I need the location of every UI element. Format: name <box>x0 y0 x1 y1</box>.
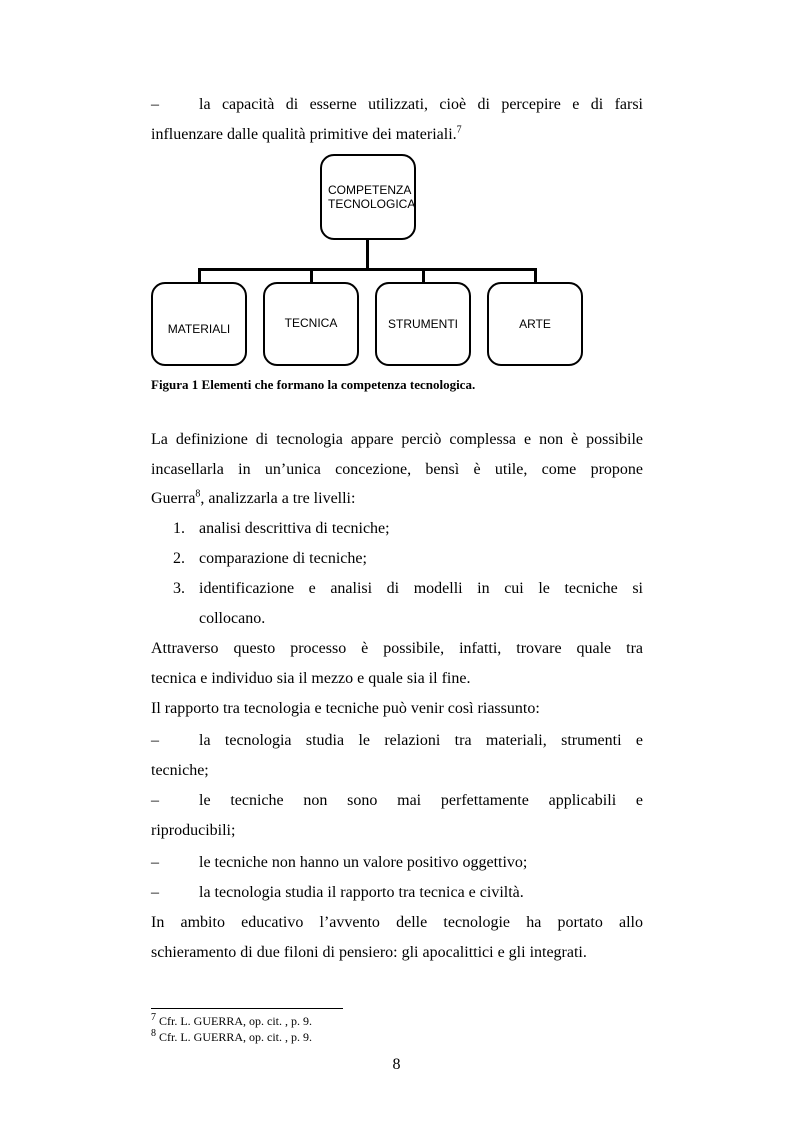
node-strumenti-label: STRUMENTI <box>388 317 458 331</box>
para2-line-1: Attraverso questo processo è possibile, infatti, trovare quale tra <box>151 640 643 657</box>
connector-horizontal <box>198 268 537 271</box>
footnote-number: 8 <box>151 1028 156 1039</box>
list-item-number: 1. <box>173 520 185 537</box>
node-arte-label: ARTE <box>519 317 551 331</box>
list-item-dash: – <box>151 792 159 809</box>
connector-root <box>366 238 369 270</box>
footnote-ref-7: 7 <box>456 124 462 136</box>
node-tecnica <box>263 282 359 366</box>
list-item: le tecniche non sono mai perfettamente applicabili e <box>199 792 643 809</box>
para1-line-1: La definizione di tecnologia appare perciò complessa e non è possibile <box>151 431 643 448</box>
list-item: la tecnologia studia il rapporto tra tecnica e civiltà. <box>199 884 524 901</box>
list-item-dash: – <box>151 854 159 871</box>
list-item-continuation: riproducibili; <box>151 822 236 839</box>
list-item: le tecniche non hanno un valore positivo oggettivo; <box>199 854 528 871</box>
node-root-label: COMPETENZA TECNOLOGICA <box>328 183 416 211</box>
list-item-number: 2. <box>173 550 185 567</box>
para1-line-3-b: , analizzarla a tre livelli: <box>200 490 356 507</box>
footnote-8 <box>151 1030 312 1045</box>
para4-line-1: In ambito educativo l’avvento delle tecnologie ha portato allo <box>151 914 643 931</box>
list-item: comparazione di tecniche; <box>199 550 367 567</box>
node-competenza-tecnologica <box>320 154 416 240</box>
footnote-text: Cfr. L. GUERRA, op. cit. , p. 9. <box>159 1030 312 1044</box>
para3: Il rapporto tra tecnologia e tecniche può venir così riassunto: <box>151 700 540 717</box>
footnote-separator <box>151 1008 343 1009</box>
footnote-text: Cfr. L. GUERRA, op. cit. , p. 9. <box>159 1014 312 1028</box>
node-materiali-label: MATERIALI <box>167 322 231 336</box>
footnote-7 <box>151 1014 312 1029</box>
intro-line-1: la capacità di esserne utilizzati, cioè di percepire e di farsi <box>199 96 643 113</box>
list-item-dash: – <box>151 732 159 749</box>
footnote-number: 7 <box>151 1012 156 1023</box>
intro-dash: – <box>151 96 159 113</box>
node-tecnica-label: TECNICA <box>284 316 338 330</box>
para4-line-2: schieramento di due filoni di pensiero: gli apocalittici e gli integrati. <box>151 944 587 961</box>
figure-caption: Figura 1 Elementi che formano la competenza tecnologica. <box>151 377 476 392</box>
list-item-continuation: tecniche; <box>151 762 209 779</box>
node-strumenti <box>375 282 471 366</box>
list-item-number: 3. <box>173 580 185 597</box>
list-item: la tecnologia studia le relazioni tra materiali, strumenti e <box>199 732 643 749</box>
list-item: identificazione e analisi di modelli in cui le tecniche si <box>199 580 643 597</box>
list-item: analisi descrittiva di tecniche; <box>199 520 390 537</box>
page-number: 8 <box>392 1056 401 1073</box>
list-item-dash: – <box>151 884 159 901</box>
para1-line-3 <box>151 484 643 514</box>
para2-line-2: tecnica e individuo sia il mezzo e quale sia il fine. <box>151 670 471 687</box>
list-item-continuation: collocano. <box>199 610 266 627</box>
para1-line-3-a: Guerra <box>151 490 196 507</box>
intro-line-2 <box>151 120 643 150</box>
node-arte <box>487 282 583 366</box>
footnote-ref-8: 8 <box>195 488 201 500</box>
para1-line-2: incasellarla in un’unica concezione, bensì è utile, come propone <box>151 461 643 478</box>
intro-line-2-text: influenzare dalle qualità primitive dei materiali. <box>151 126 457 143</box>
node-materiali <box>151 282 247 366</box>
